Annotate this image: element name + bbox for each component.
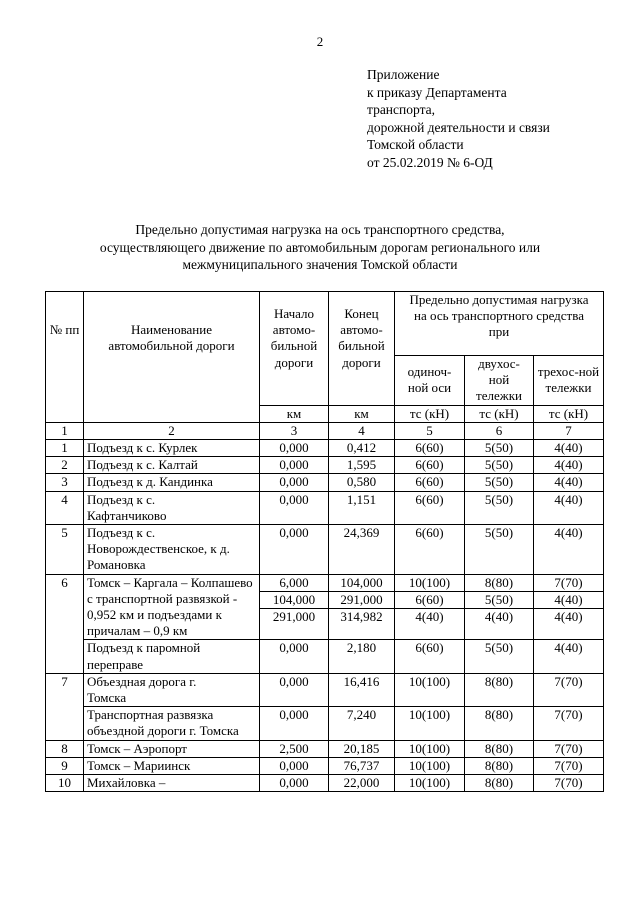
col-number: 7 [534, 422, 604, 439]
row-number: 7 [46, 673, 84, 740]
road-start: 0,000 [260, 707, 329, 740]
header-name: Наименование автомобильной дороги [84, 292, 260, 423]
table-row [46, 757, 604, 774]
appendix-line: Томской области [367, 137, 464, 153]
header-limit: Предельно допустимая нагрузка на ось транспортного средства при [395, 292, 604, 356]
road-start: 0,000 [260, 775, 329, 792]
load-single: 6(60) [395, 640, 465, 673]
road-start: 0,000 [260, 525, 329, 575]
header-triple: трехос-ной тележки [534, 356, 604, 406]
load-double: 4(40) [465, 608, 533, 625]
load-single: 6(60) [395, 440, 465, 457]
load-double: 8(80) [465, 707, 534, 740]
row-number: 3 [46, 474, 84, 491]
table-row [46, 673, 604, 706]
table-row [46, 474, 604, 491]
appendix-block [367, 66, 550, 172]
unit-km: км [260, 405, 329, 422]
road-end: 76,737 [329, 757, 395, 774]
load-triple: 7(70) [534, 740, 604, 757]
table-row [46, 707, 604, 740]
road-name: Подъезд к с. Новорождественское, к д. Романовка [84, 525, 260, 575]
row-number: 9 [46, 757, 84, 774]
road-end: 104,000 [340, 574, 383, 590]
road-end: 24,369 [329, 525, 395, 575]
load-single: 10(100) [395, 757, 465, 774]
table-row [46, 440, 604, 457]
road-end: 7,240 [329, 707, 395, 740]
road-name: Подъезд к с. Калтай [84, 457, 260, 474]
road-end: 16,416 [329, 673, 395, 706]
road-end: 0,412 [329, 440, 395, 457]
load-double: 5(50) [465, 591, 533, 608]
load-single: 6(60) [395, 457, 465, 474]
road-end-segments [329, 574, 395, 640]
unit-km: км [329, 405, 395, 422]
road-start: 2,500 [260, 740, 329, 757]
page-number: 2 [316, 34, 324, 49]
row-number: 8 [46, 740, 84, 757]
col-number: 3 [260, 422, 329, 439]
col-number: 5 [395, 422, 465, 439]
road-end: 0,580 [329, 474, 395, 491]
road-end: 291,000 [329, 591, 394, 608]
row-number: 2 [46, 457, 84, 474]
road-name: Транспортная развязка объездной дороги г. Томска [84, 707, 260, 740]
load-triple: 4(40) [534, 591, 603, 608]
load-double: 5(50) [465, 440, 534, 457]
header-no: № пп [46, 292, 84, 423]
load-double: 8(80) [465, 775, 534, 792]
road-name: Томск – Мариинск [84, 757, 260, 774]
load-triple: 7(70) [534, 757, 604, 774]
title-line: осуществляющего движение по автомобильным дорогам регионального или [99, 239, 541, 255]
load-triple: 4(40) [534, 491, 604, 524]
road-name: Подъезд к паромной переправе [84, 640, 260, 673]
road-name: Подъезд к д. Кандинка [84, 474, 260, 491]
row-number: 10 [46, 775, 84, 792]
road-end: 1,595 [329, 457, 395, 474]
header-end: Конец автомо-бильной дороги [329, 292, 395, 406]
road-end: 2,180 [329, 640, 395, 673]
table-row [46, 740, 604, 757]
load-triple: 7(70) [534, 673, 604, 706]
load-single: 10(100) [395, 673, 465, 706]
load-triple: 4(40) [534, 608, 603, 625]
table-row [46, 525, 604, 575]
load-double: 8(80) [484, 574, 514, 590]
appendix-line: к приказу Департамента [367, 84, 507, 100]
road-name: Томск – Аэропорт [84, 740, 260, 757]
load-triple: 4(40) [534, 440, 604, 457]
road-start: 0,000 [260, 640, 329, 673]
table-row [46, 491, 604, 524]
road-end: 1,151 [329, 491, 395, 524]
table-row [46, 640, 604, 673]
load-single: 6(60) [395, 591, 464, 608]
load-double: 8(80) [465, 740, 534, 757]
title-line: межмуниципального значения Томской области [182, 257, 458, 272]
table-row [46, 574, 604, 640]
appendix-line: от 25.02.2019 № 6-ОД [367, 154, 493, 170]
road-name: Объездная дорога г. Томска [84, 673, 260, 706]
load-triple: 7(70) [534, 775, 604, 792]
header-start: Начало автомо-бильной дороги [260, 292, 329, 406]
load-triple: 7(70) [534, 707, 604, 740]
load-single: 6(60) [395, 474, 465, 491]
appendix-line: дорожной деятельности и связи [367, 119, 550, 135]
road-start: 104,000 [260, 591, 328, 608]
col-number: 1 [46, 422, 84, 439]
appendix-line: транспорта, [367, 102, 436, 118]
road-end: 22,000 [329, 775, 395, 792]
unit-tc: тс (кН) [465, 405, 534, 422]
load-triple: 4(40) [534, 640, 604, 673]
load-double: 5(50) [465, 491, 534, 524]
load-triple: 4(40) [534, 525, 604, 575]
load-single: 6(60) [395, 491, 465, 524]
unit-tc: тс (кН) [395, 405, 465, 422]
road-end: 20,185 [329, 740, 395, 757]
road-start-segments [260, 574, 329, 640]
road-end: 314,982 [329, 608, 394, 625]
table-row [46, 775, 604, 792]
load-triple: 4(40) [534, 457, 604, 474]
road-start: 0,000 [260, 491, 329, 524]
road-start: 291,000 [260, 608, 328, 625]
title-line: Предельно допустимая нагрузка на ось транспортного средства, [135, 222, 505, 237]
load-single-segments [395, 574, 465, 640]
axle-load-table [45, 291, 604, 792]
road-start: 0,000 [260, 757, 329, 774]
load-double: 5(50) [465, 640, 534, 673]
load-triple-segments [534, 574, 604, 640]
road-name: Михайловка – [84, 775, 260, 792]
row-number: 1 [46, 440, 84, 457]
load-triple: 4(40) [534, 474, 604, 491]
appendix-line: Приложение [367, 67, 440, 82]
road-start: 0,000 [260, 440, 329, 457]
document-title [0, 221, 640, 274]
road-start: 0,000 [260, 457, 329, 474]
load-double: 8(80) [465, 673, 534, 706]
row-number: 6 [46, 574, 84, 673]
load-double: 5(50) [465, 457, 534, 474]
load-double: 5(50) [465, 525, 534, 575]
load-single: 10(100) [408, 574, 451, 590]
header-double: двухос-ной тележки [465, 356, 534, 406]
col-number: 4 [329, 422, 395, 439]
row-number: 5 [46, 525, 84, 575]
load-double: 8(80) [465, 757, 534, 774]
road-start: 0,000 [260, 673, 329, 706]
col-number: 2 [84, 422, 260, 439]
header-single: одиноч-ной оси [395, 356, 465, 406]
load-single: 6(60) [395, 525, 465, 575]
load-double: 5(50) [465, 474, 534, 491]
road-name: Томск – Каргала – Колпашево с транспортной развязкой - 0,952 км и подъездами к причалам – 0,9 км [84, 574, 260, 640]
load-single: 4(40) [395, 608, 464, 625]
road-name: Подъезд к с. Кафтанчиково [84, 491, 260, 524]
load-single: 10(100) [395, 740, 465, 757]
load-triple: 7(70) [554, 574, 583, 590]
road-name: Подъезд к с. Курлек [84, 440, 260, 457]
load-single: 10(100) [395, 707, 465, 740]
unit-tc: тс (кН) [534, 405, 604, 422]
row-number: 4 [46, 491, 84, 524]
col-number: 6 [465, 422, 534, 439]
load-single: 10(100) [395, 775, 465, 792]
load-double-segments [465, 574, 534, 640]
road-start: 0,000 [260, 474, 329, 491]
road-start: 6,000 [279, 574, 309, 590]
table-row [46, 457, 604, 474]
